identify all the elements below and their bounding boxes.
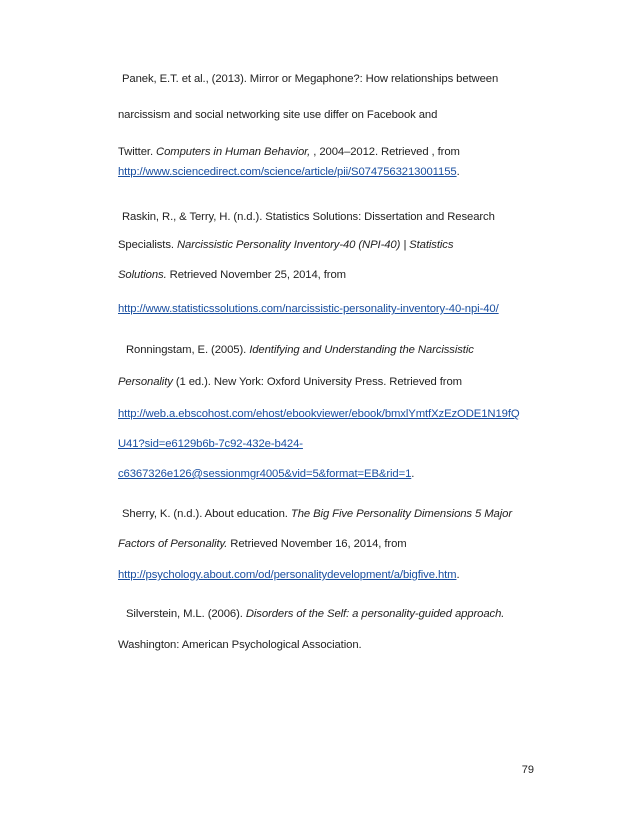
reference-sherry-line-2 [118, 537, 407, 551]
reference-raskin-url-line [118, 302, 499, 316]
work-title: Personality [118, 376, 173, 388]
reference-text: Sherry, K. (n.d.). About education. [122, 508, 291, 520]
reference-link[interactable]: U41?sid=e6129b6b-7c92-432e-b424- [118, 438, 303, 450]
work-title: Narcissistic Personality Inventory-40 (NPI-40) | Statistics [176, 239, 454, 251]
reference-text: Specialists. [118, 239, 177, 251]
reference-ronningstam-line-1 [126, 343, 474, 357]
work-title: Identifying and Understanding the Narcissistic [249, 344, 474, 356]
reference-link[interactable]: http://www.sciencedirect.com/science/article/pii/S0747563213001155 [118, 166, 457, 178]
work-title: Disorders of the Self: a personality-guided approach. [245, 608, 505, 620]
reference-panek-url-line [118, 165, 460, 179]
reference-link[interactable]: c6367326e126@sessionmgr4005&vid=5&format=EB&rid=1 [118, 468, 412, 480]
reference-ronningstam-line-2 [118, 375, 462, 389]
reference-silverstein-line-1 [126, 607, 504, 621]
reference-sherry-url-line [118, 568, 460, 582]
reference-text: (1 ed.). New York: Oxford University Press. Retrieved from [172, 376, 462, 388]
reference-panek-line-1: Panek, E.T. et al., (2013). Mirror or Megaphone?: How relationships between [122, 73, 499, 85]
reference-text: Silverstein, M.L. (2006). [126, 608, 246, 620]
work-title: Solutions. [118, 269, 167, 281]
reference-silverstein-line-2: Washington: American Psychological Association. [118, 639, 362, 651]
reference-text: . [456, 166, 460, 178]
reference-sherry-line-1 [122, 507, 512, 521]
reference-panek-line-2: narcissism and social networking site use differ on Facebook and [118, 109, 438, 121]
reference-raskin-line-3 [118, 268, 346, 282]
reference-ronningstam-url-line-3 [118, 467, 414, 481]
work-title: The Big Five Personality Dimensions 5 Major [290, 508, 512, 520]
reference-ronningstam-url-line-1 [118, 407, 520, 421]
reference-link[interactable]: http://www.statisticssolutions.com/narcissistic-personality-inventory-40-npi-40/ [118, 303, 499, 315]
page-number: 79 [521, 764, 534, 776]
reference-link[interactable]: http://psychology.about.com/od/personalitydevelopment/a/bigfive.htm [118, 569, 457, 581]
reference-raskin-line-1: Raskin, R., & Terry, H. (n.d.). Statistics Solutions: Dissertation and Research [122, 211, 495, 223]
reference-text: Retrieved November 25, 2014, from [166, 269, 346, 281]
work-title: Factors of Personality. [118, 538, 228, 550]
reference-text: . [411, 468, 415, 480]
reference-link[interactable]: http://web.a.ebscohost.com/ehost/ebookviewer/ebook/bmxlYmtfXzEzODE1N19fQ [118, 408, 520, 420]
reference-text: Ronningstam, E. (2005). [126, 344, 250, 356]
reference-panek-line-3 [118, 145, 460, 159]
reference-ronningstam-url-line-2 [118, 437, 303, 451]
reference-text: , 2004–2012. Retrieved , from [310, 146, 460, 158]
reference-text: Retrieved November 16, 2014, from [227, 538, 407, 550]
reference-raskin-line-2 [118, 238, 453, 252]
reference-text: Twitter. [118, 146, 157, 158]
journal-title: Computers in Human Behavior, [156, 146, 311, 158]
reference-text: . [456, 569, 460, 581]
